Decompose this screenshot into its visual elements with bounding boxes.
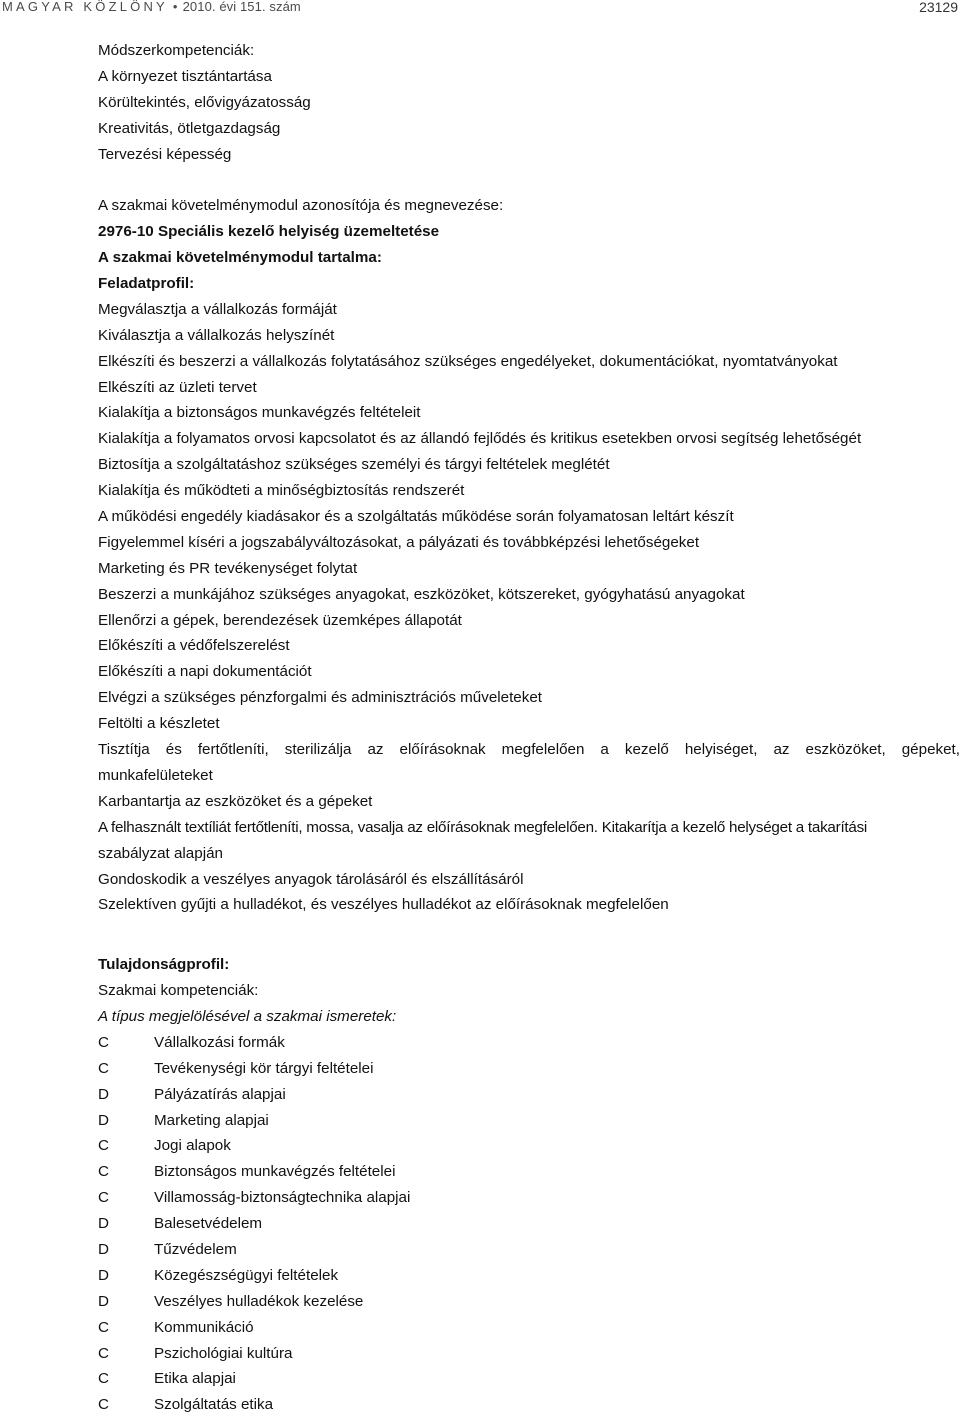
knowledge-name: Veszélyes hulladékok kezelése xyxy=(154,1292,364,1310)
knowledge-name: Vállalkozási formák xyxy=(154,1033,285,1051)
knowledge-row xyxy=(98,1082,960,1108)
knowledge-level: C xyxy=(98,1370,109,1388)
task-item: Kiválasztja a vállalkozás helyszínét xyxy=(98,326,335,344)
knowledge-table xyxy=(98,1030,960,1418)
task-item: Kialakítja a folyamatos orvosi kapcsolatot és az állandó fejlődés és kritikus esetekben orvosi segítség lehetőségét xyxy=(98,430,862,448)
page-number: 23129 xyxy=(919,0,958,15)
task-item: Elvégzi a szükséges pénzforgalmi és adminisztrációs műveleteket xyxy=(98,689,543,707)
task-item: Karbantartja az eszközöket és a gépeket xyxy=(98,792,373,810)
knowledge-row xyxy=(98,1366,960,1392)
knowledge-row xyxy=(98,1133,960,1159)
task-item: Beszerzi a munkájához szükséges anyagokat, eszközöket, kötszereket, gyógyhatású anyagokat xyxy=(98,585,745,603)
knowledge-row xyxy=(98,1392,960,1418)
task-item: Szelektíven gyűjti a hulladékot, és veszélyes hulladékot az előírásoknak megfelelően xyxy=(98,896,669,914)
knowledge-level: D xyxy=(98,1111,109,1129)
knowledge-row xyxy=(98,1211,960,1237)
knowledge-name: Biztonságos munkavégzés feltételei xyxy=(154,1163,396,1181)
knowledge-type-note: A típus megjelölésével a szakmai ismeretek: xyxy=(98,1007,397,1025)
knowledge-name: Tevékenységi kör tárgyi feltételei xyxy=(154,1059,374,1077)
knowledge-name: Kommunikáció xyxy=(154,1318,254,1336)
module-section xyxy=(98,193,960,297)
task-profile-list xyxy=(98,297,960,918)
knowledge-level: C xyxy=(98,1344,109,1362)
task-item: Kialakítja és működteti a minőségbiztosítás rendszerét xyxy=(98,482,465,500)
task-item: Előkészíti a napi dokumentációt xyxy=(98,663,312,681)
knowledge-name: Tűzvédelem xyxy=(154,1240,237,1258)
module-content-label: A szakmai követelménymodul tartalma: xyxy=(98,249,382,267)
module-id-label: A szakmai követelménymodul azonosítója és megnevezése: xyxy=(98,197,504,215)
knowledge-name: Balesetvédelem xyxy=(154,1215,263,1233)
knowledge-level: D xyxy=(98,1266,109,1284)
knowledge-name: Pályázatírás alapjai xyxy=(154,1085,286,1103)
task-item: Elkészíti az üzleti tervet xyxy=(98,378,257,396)
task-item: Marketing és PR tevékenységet folytat xyxy=(98,559,358,577)
knowledge-row xyxy=(98,1263,960,1289)
method-competency-item: Tervezési képesség xyxy=(98,145,232,163)
knowledge-row xyxy=(98,1030,960,1056)
task-item: A működési engedély kiadásakor és a szolgáltatás működése során folyamatosan leltárt készít xyxy=(98,508,734,526)
task-item-textile-line2: szabályzat alapján xyxy=(98,844,223,862)
task-item-disinfect-line2: munkafelületeket xyxy=(98,766,213,784)
method-competencies-section xyxy=(98,38,960,167)
publication-title: MAGYAR KÖZLÖNY xyxy=(2,0,168,14)
knowledge-row xyxy=(98,1289,960,1315)
knowledge-level: C xyxy=(98,1033,109,1051)
knowledge-level: D xyxy=(98,1215,109,1233)
knowledge-row xyxy=(98,1159,960,1185)
task-item: Biztosítja a szolgáltatáshoz szükséges személyi és tárgyi feltételek meglétét xyxy=(98,456,610,474)
task-item: Elkészíti és beszerzi a vállalkozás folytatásához szükséges engedélyeket, dokumentációkat, nyomtatványokat xyxy=(98,352,838,370)
issue-label: 2010. évi 151. szám xyxy=(182,0,301,14)
task-item-disinfect-line1: Tisztítja és fertőtleníti, sterilizálja az előírásoknak megfelelően a kezelő helyiséget, az eszközöket, gépeket, xyxy=(98,741,960,759)
knowledge-level: C xyxy=(98,1059,109,1077)
spacer xyxy=(98,918,960,944)
task-item-textile-line1: A felhasznált textíliát fertőtleníti, mossa, vasalja az előírásoknak megfelelően. Kitakarítja a kezelő helységet a takarítási xyxy=(98,818,868,836)
task-item: Feltölti a készletet xyxy=(98,715,220,733)
knowledge-name: Jogi alapok xyxy=(154,1137,231,1155)
method-competency-item: Kreativitás, ötletgazdagság xyxy=(98,119,281,137)
task-item: Előkészíti a védőfelszerelést xyxy=(98,637,290,655)
document-body xyxy=(98,38,960,1418)
task-item: Kialakítja a biztonságos munkavégzés feltételeit xyxy=(98,404,421,422)
knowledge-level: D xyxy=(98,1240,109,1258)
knowledge-row xyxy=(98,1237,960,1263)
knowledge-row xyxy=(98,1315,960,1341)
knowledge-name: Villamosság-biztonságtechnika alapjai xyxy=(154,1189,411,1207)
module-id-value: 2976-10 Speciális kezelő helyiség üzemeltetése xyxy=(98,223,440,241)
knowledge-level: C xyxy=(98,1137,109,1155)
knowledge-level: D xyxy=(98,1292,109,1310)
knowledge-level: C xyxy=(98,1163,109,1181)
task-item: Megválasztja a vállalkozás formáját xyxy=(98,300,337,318)
knowledge-level: D xyxy=(98,1085,109,1103)
method-competencies-title: Módszerkompetenciák: xyxy=(98,42,255,59)
knowledge-row xyxy=(98,1341,960,1367)
knowledge-level: C xyxy=(98,1189,109,1207)
page-header xyxy=(0,0,960,16)
bullet-separator-icon: • xyxy=(172,0,178,14)
property-profile-title: Tulajdonságprofil: xyxy=(98,956,230,974)
knowledge-level: C xyxy=(98,1318,109,1336)
knowledge-name: Marketing alapjai xyxy=(154,1111,269,1129)
knowledge-name: Közegészségügyi feltételek xyxy=(154,1266,339,1284)
method-competency-item: Körültekintés, elővigyázatosság xyxy=(98,93,311,111)
running-head xyxy=(2,0,301,14)
method-competency-item: A környezet tisztántartása xyxy=(98,67,272,85)
task-item: Figyelemmel kíséri a jogszabályváltozásokat, a pályázati és továbbképzési lehetőségeket xyxy=(98,533,700,551)
task-item: Gondoskodik a veszélyes anyagok tárolásáról és elszállításáról xyxy=(98,870,524,888)
knowledge-row xyxy=(98,1185,960,1211)
knowledge-row xyxy=(98,1108,960,1134)
task-item: Ellenőrzi a gépek, berendezések üzemképes állapotát xyxy=(98,611,462,629)
knowledge-name: Szolgáltatás etika xyxy=(154,1396,274,1414)
professional-competencies-title: Szakmai kompetenciák: xyxy=(98,982,259,1000)
knowledge-name: Pszichológiai kultúra xyxy=(154,1344,293,1362)
spacer xyxy=(98,944,960,952)
task-profile-title: Feladatprofil: xyxy=(98,275,195,293)
knowledge-level: C xyxy=(98,1396,109,1414)
knowledge-row xyxy=(98,1056,960,1082)
knowledge-name: Etika alapjai xyxy=(154,1370,236,1388)
property-profile-section xyxy=(98,952,960,1418)
spacer xyxy=(98,167,960,193)
